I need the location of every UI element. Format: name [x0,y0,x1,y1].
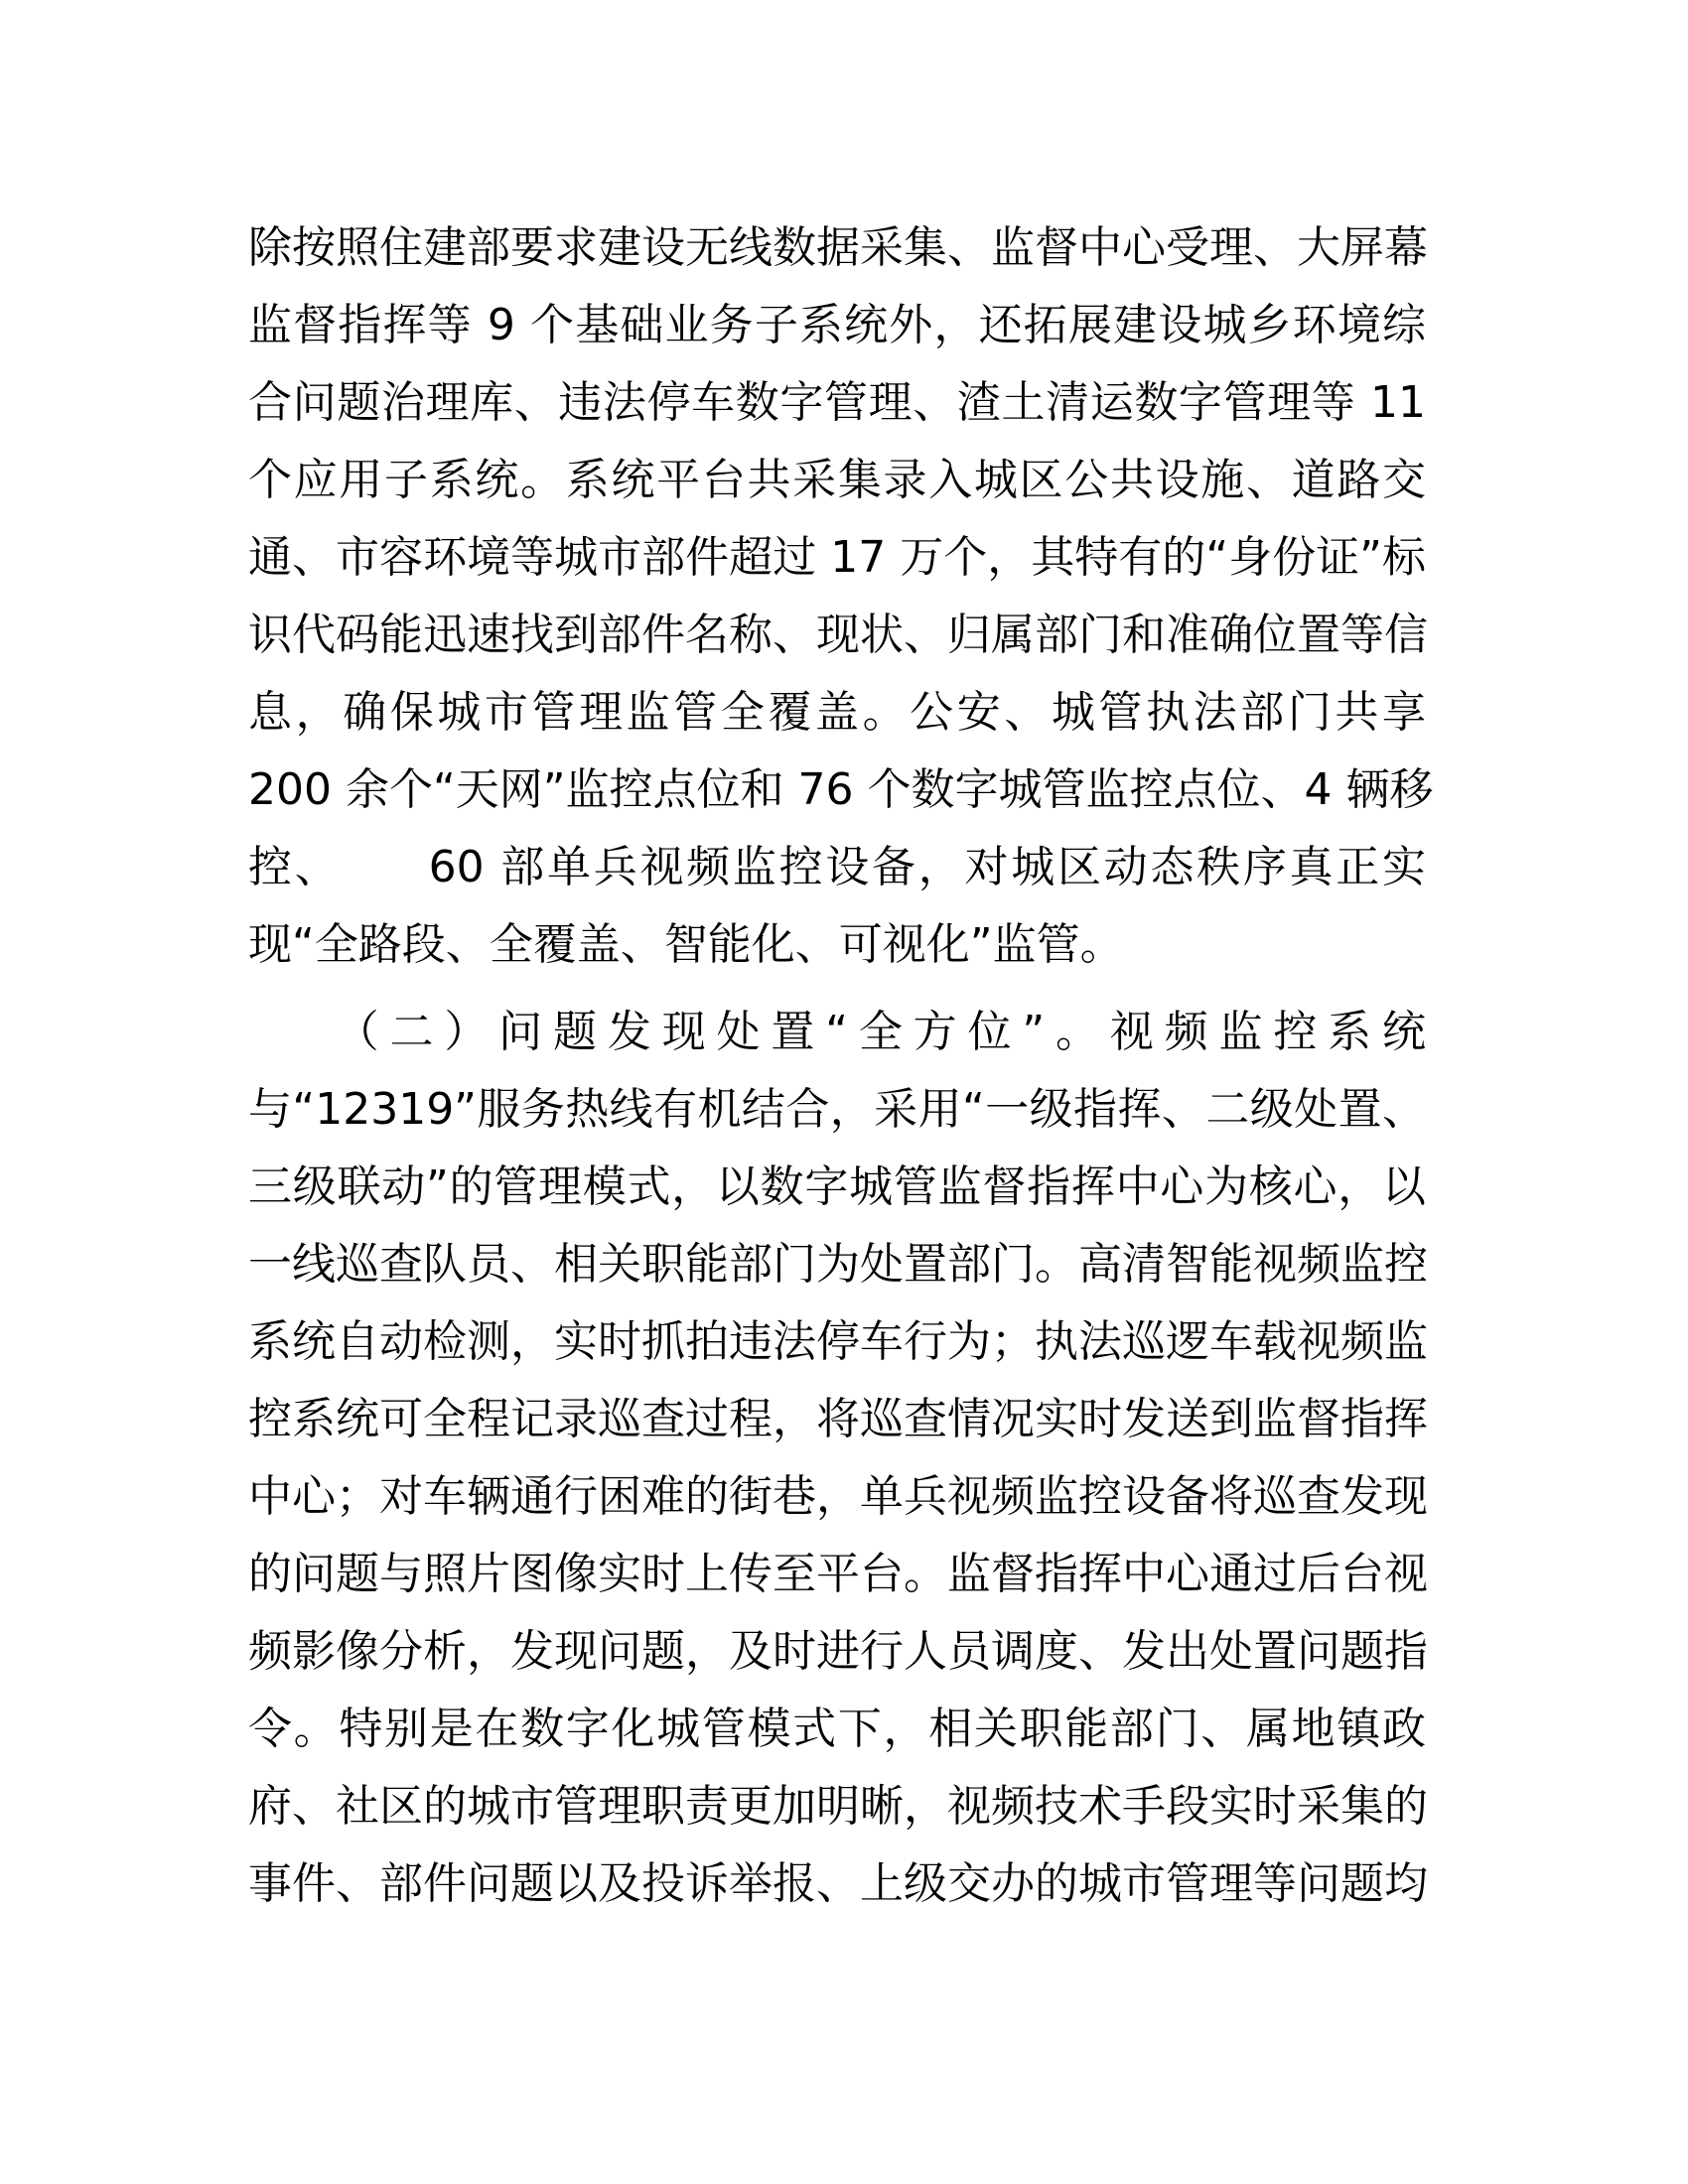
paragraph-1 [248,209,1434,984]
text-line: 200 余个“天网”监控点位和 76 个数字城管监控点位、4 辆移 [248,764,1434,815]
text-line: 合问题治理库、违法停车数字管理、渣土清运数字管理等 11 [248,377,1426,428]
text-line: 识代码能迅速找到部件名称、现状、归属部门和准确位置等信 [248,610,1428,660]
text-line: 府、社区的城市管理职责更加明晰，视频技术手段实时采集的 [248,1781,1428,1832]
text-line: 中心；对车辆通行困难的街巷，单兵视频监控设备将巡查发现 [248,1471,1428,1522]
text-line: 令。特别是在数字化城管模式下，相关职能部门、属地镇政 [248,1704,1426,1754]
text-line: 三级联动”的管理模式，以数字城管监督指挥中心为核心，以 [248,1161,1426,1212]
text-line: 监督指挥等 9 个基础业务子系统外，还拓展建设城乡环境综 [248,300,1426,350]
text-line: 个应用子系统。系统平台共采集录入城区公共设施、道路交 [248,455,1426,505]
text-line: 与“12319”服务热线有机结合，采用“一级指挥、二级处置、 [248,1084,1426,1135]
text-line: 控系统可全程记录巡查过程，将巡查情况实时发送到监督指挥 [248,1394,1428,1444]
text-line: 息，确保城市管理监管全覆盖。公安、城管执法部门共享 [248,687,1426,738]
text-line: 一线巡查队员、相关职能部门为处置部门。高清智能视频监控 [248,1239,1428,1290]
text-line: 除按照住建部要求建设无线数据采集、监督中心受理、大屏幕 [248,222,1428,273]
text-line: 频影像分析，发现问题，及时进行人员调度、发出处置问题指 [248,1626,1428,1677]
paragraph-gap [248,984,1426,994]
text-line: 通、市容环境等城市部件超过 17 万个，其特有的“身份证”标 [248,532,1426,583]
document-page [248,209,1434,1923]
text-line: 控、 60 部单兵视频监控设备，对城区动态秩序真正实 [248,842,1426,892]
text-line: 事件、部件问题以及投诉举报、上级交办的城市管理等问题均 [248,1858,1428,1909]
section-heading-line: （二）问题发现处置“全方位”。视频监控系统 [248,1007,1426,1057]
text-line: 系统自动检测，实时抓拍违法停车行为；执法巡逻车载视频监 [248,1316,1428,1367]
text-line: 的问题与照片图像实时上传至平台。监督指挥中心通过后台视 [248,1549,1428,1599]
text-line: 现“全路段、全覆盖、智能化、可视化”监管。 [248,919,1124,970]
paragraph-2 [248,994,1426,1923]
